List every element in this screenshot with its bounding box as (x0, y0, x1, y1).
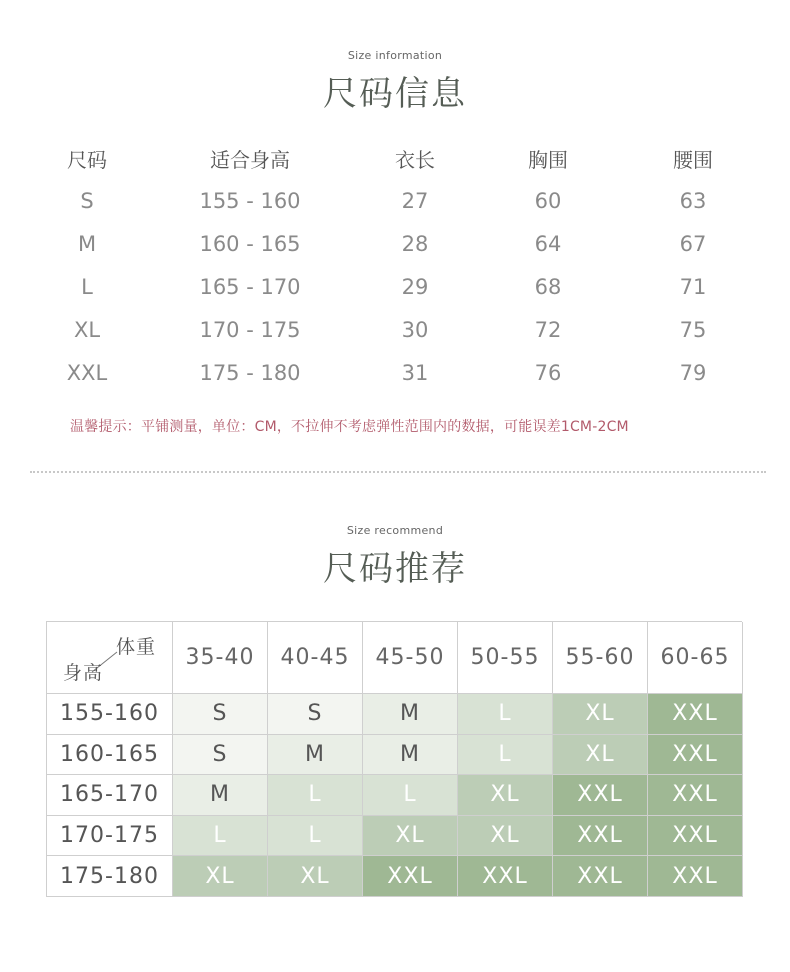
header-cell: 胸围 (528, 148, 568, 172)
size-recommend-cell: XXL (648, 775, 743, 816)
table-row (0, 267, 790, 307)
size-recommend-cell: L (458, 694, 553, 735)
chest-cell: 68 (534, 275, 562, 299)
size-recommend-cell: XXL (553, 775, 648, 816)
size-recommend-cell: XL (458, 775, 553, 816)
size-recommend-cell: XXL (363, 856, 458, 897)
height-cell: 170 - 175 (199, 318, 301, 342)
size-recommend-cell: XL (363, 816, 458, 857)
size-recommend-cell: L (173, 816, 268, 857)
size-recommend-cell: XXL (648, 694, 743, 735)
size-recommend-cell: XL (173, 856, 268, 897)
measurement-tip: 温馨提示：平铺测量，单位：CM，不拉伸不考虑弹性范围内的数据，可能误差1CM-2CM (70, 419, 629, 435)
size-recommend-cell: XXL (648, 735, 743, 776)
weight-header-cell: 40-45 (268, 622, 363, 694)
table-row (0, 353, 790, 393)
chest-cell: 76 (534, 361, 562, 385)
chest-cell: 60 (534, 189, 562, 213)
size-recommend-table (46, 621, 742, 897)
waist-cell: 67 (679, 232, 707, 256)
size-recommend-cell: XXL (648, 856, 743, 897)
size-cell: S (80, 189, 94, 213)
size-recommend-cell: M (173, 775, 268, 816)
size-recommend-cell: XL (458, 816, 553, 857)
size-recommend-cell: XXL (458, 856, 553, 897)
header-cell: 腰围 (673, 148, 713, 172)
header-cell: 适合身高 (210, 148, 290, 172)
size-recommend-cell: XXL (553, 816, 648, 857)
header-cell: 尺码 (67, 148, 107, 172)
waist-cell: 71 (679, 275, 707, 299)
size-recommend-cell: XL (268, 856, 363, 897)
length-cell: 31 (401, 361, 429, 385)
height-row-label: 165-170 (47, 775, 173, 816)
table-row (0, 310, 790, 350)
section-subtitle-info: Size information (347, 49, 443, 62)
height-cell: 160 - 165 (199, 232, 301, 256)
size-cell: L (81, 275, 93, 299)
header-cell: 衣长 (395, 148, 435, 172)
size-recommend-cell: L (268, 775, 363, 816)
size-recommend-cell: M (268, 735, 363, 776)
size-recommend-cell: XL (553, 735, 648, 776)
chest-cell: 64 (534, 232, 562, 256)
table-header-row (0, 140, 790, 180)
length-cell: 29 (401, 275, 429, 299)
weight-axis-label: 体重 (115, 636, 156, 658)
height-row-label: 155-160 (47, 694, 173, 735)
height-row-label: 175-180 (47, 856, 173, 897)
size-recommend-cell: XXL (648, 816, 743, 857)
size-recommend-cell: M (363, 735, 458, 776)
size-recommend-cell: XL (553, 694, 648, 735)
waist-cell: 79 (679, 361, 707, 385)
weight-header-cell: 35-40 (173, 622, 268, 694)
size-cell: XL (73, 318, 101, 342)
height-cell: 155 - 160 (199, 189, 301, 213)
height-cell: 165 - 170 (199, 275, 301, 299)
weight-header-cell: 55-60 (553, 622, 648, 694)
size-recommend-cell: S (173, 694, 268, 735)
size-cell: XXL (66, 361, 108, 385)
size-cell: M (77, 232, 97, 256)
size-recommend-cell: S (173, 735, 268, 776)
size-recommend-cell: S (268, 694, 363, 735)
height-axis-label: 身高 (63, 662, 104, 684)
height-row-label: 160-165 (47, 735, 173, 776)
section-title-info: 尺码信息 (323, 74, 467, 114)
corner-header-cell (47, 622, 173, 694)
size-recommend-cell: L (363, 775, 458, 816)
length-cell: 27 (401, 189, 429, 213)
waist-cell: 63 (679, 189, 707, 213)
height-cell: 175 - 180 (199, 361, 301, 385)
weight-header-cell: 60-65 (648, 622, 743, 694)
height-row-label: 170-175 (47, 816, 173, 857)
chest-cell: 72 (534, 318, 562, 342)
waist-cell: 75 (679, 318, 707, 342)
length-cell: 30 (401, 318, 429, 342)
weight-header-cell: 50-55 (458, 622, 553, 694)
length-cell: 28 (401, 232, 429, 256)
section-subtitle-recommend: Size recommend (346, 524, 444, 537)
size-recommend-cell: M (363, 694, 458, 735)
section-title-recommend: 尺码推荐 (323, 549, 467, 589)
size-recommend-cell: L (268, 816, 363, 857)
table-row (0, 181, 790, 221)
size-recommend-cell: L (458, 735, 553, 776)
dotted-divider (30, 471, 766, 473)
size-recommend-cell: XXL (553, 856, 648, 897)
weight-header-cell: 45-50 (363, 622, 458, 694)
table-row (0, 224, 790, 264)
